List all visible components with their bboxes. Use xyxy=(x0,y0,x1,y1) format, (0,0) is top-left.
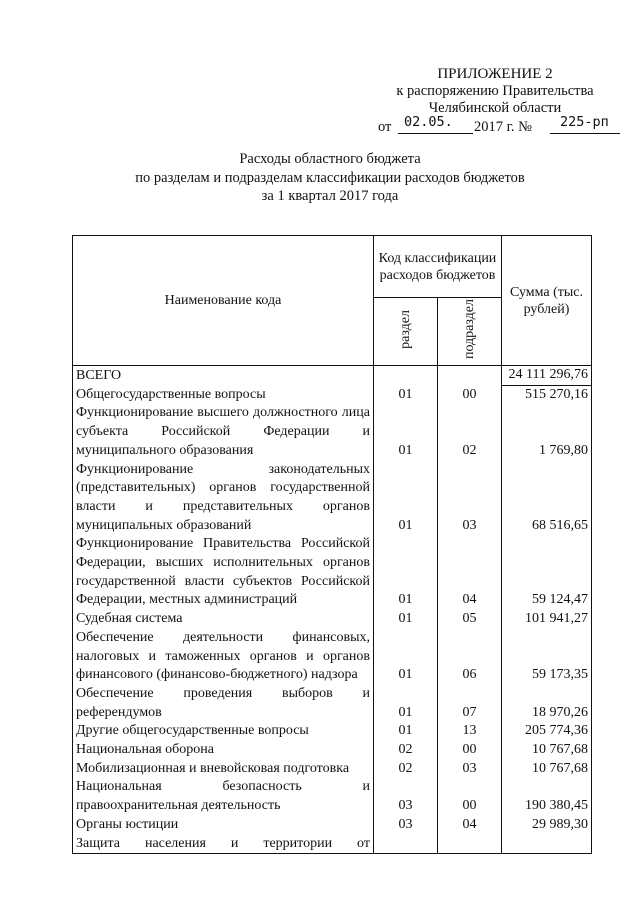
table-row xyxy=(73,760,592,779)
date-underline xyxy=(398,133,473,134)
row-subsection: 00 xyxy=(438,741,502,760)
header-section: раздел xyxy=(374,298,438,366)
row-section: 02 xyxy=(374,741,438,760)
row-name: Обеспечение деятельности финансовых, налоговых и таможенных органов и органов финансового (финансово-бюджетного) надзора xyxy=(73,629,374,685)
appendix-title: ПРИЛОЖЕНИЕ 2 xyxy=(437,66,553,82)
row-subsection: 13 xyxy=(438,722,502,741)
row-subsection: 04 xyxy=(438,535,502,610)
number-underline xyxy=(550,133,620,134)
table-row xyxy=(73,741,592,760)
row-section: 01 xyxy=(374,535,438,610)
decree-number: 225-рп xyxy=(560,114,609,130)
table-row xyxy=(73,461,592,536)
table-row xyxy=(73,816,592,835)
table-row xyxy=(73,535,592,610)
document-heading xyxy=(60,150,600,206)
row-name: Функционирование Правительства Российской Федерации, высших исполнительных органов государственной власти субъектов Российской Федерации, местных администраций xyxy=(73,535,374,610)
row-name: Общегосударственные вопросы xyxy=(73,385,374,404)
table-row xyxy=(73,629,592,685)
row-section: 03 xyxy=(374,778,438,815)
row-name: Функционирование высшего должностного лица субъекта Российской Федерации и муниципального образования xyxy=(73,404,374,460)
row-sum: 24 111 296,76 xyxy=(502,366,592,386)
row-subsection: 00 xyxy=(438,778,502,815)
from-label: от xyxy=(378,119,392,135)
row-section: 01 xyxy=(374,685,438,722)
table-row xyxy=(73,685,592,722)
table-row xyxy=(73,778,592,815)
row-name: ВСЕГО xyxy=(73,366,374,386)
row-sum xyxy=(502,835,592,854)
table-row xyxy=(73,722,592,741)
row-sum: 515 270,16 xyxy=(502,385,592,404)
heading-line-2: по разделам и подразделам классификации расходов бюджетов xyxy=(135,169,525,186)
row-section: 02 xyxy=(374,760,438,779)
row-subsection: 05 xyxy=(438,610,502,629)
row-subsection: 04 xyxy=(438,816,502,835)
row-section: 01 xyxy=(374,610,438,629)
row-section: 01 xyxy=(374,722,438,741)
row-sum: 205 774,36 xyxy=(502,722,592,741)
row-name: Мобилизационная и вневойсковая подготовка xyxy=(73,760,374,779)
row-name: Органы юстиции xyxy=(73,816,374,835)
row-sum: 190 380,45 xyxy=(502,778,592,815)
heading-line-3: за 1 квартал 2017 года xyxy=(261,188,399,204)
row-name: Защита населения и территории от xyxy=(73,835,374,854)
row-section: 01 xyxy=(374,461,438,536)
row-sum: 101 941,27 xyxy=(502,610,592,629)
row-name: Обеспечение проведения выборов и референдумов xyxy=(73,685,374,722)
row-section: 03 xyxy=(374,816,438,835)
row-sum: 29 989,30 xyxy=(502,816,592,835)
header-code-group: Код классификации расходов бюджетов xyxy=(374,236,502,298)
row-section xyxy=(374,366,438,386)
decree-date: 02.05. xyxy=(404,114,453,130)
header-sum: Сумма (тыс. рублей) xyxy=(502,236,592,366)
row-section: 01 xyxy=(374,404,438,460)
row-sum: 59 173,35 xyxy=(502,629,592,685)
row-section xyxy=(374,835,438,854)
row-name: Судебная система xyxy=(73,610,374,629)
row-name: Другие общегосударственные вопросы xyxy=(73,722,374,741)
appendix-line-1: к распоряжению Правительства xyxy=(396,83,594,99)
table-row xyxy=(73,404,592,460)
table-row xyxy=(73,366,592,386)
appendix-line-2: Челябинской области xyxy=(428,100,562,116)
header-subsection: подраздел xyxy=(438,298,502,366)
appendix-date-line xyxy=(370,114,620,135)
year-number-label: 2017 г. № xyxy=(474,119,533,135)
heading-line-1: Расходы областного бюджета xyxy=(239,151,421,167)
row-name: Функционирование законодательных (представительных) органов государственной власти и представительных органов муниципальных образований xyxy=(73,461,374,536)
row-sum: 59 124,47 xyxy=(502,535,592,610)
row-sum: 10 767,68 xyxy=(502,741,592,760)
table-row xyxy=(73,385,592,404)
row-sum: 18 970,26 xyxy=(502,685,592,722)
row-subsection xyxy=(438,366,502,386)
appendix-block xyxy=(370,66,620,135)
budget-table xyxy=(72,235,592,854)
row-subsection: 06 xyxy=(438,629,502,685)
row-section: 01 xyxy=(374,385,438,404)
table-row xyxy=(73,835,592,854)
row-subsection xyxy=(438,835,502,854)
header-name: Наименование кода xyxy=(73,236,374,366)
row-name: Национальная оборона xyxy=(73,741,374,760)
row-subsection: 03 xyxy=(438,461,502,536)
row-sum: 10 767,68 xyxy=(502,760,592,779)
row-subsection: 00 xyxy=(438,385,502,404)
row-name: Национальная безопасность и правоохранительная деятельность xyxy=(73,778,374,815)
row-section: 01 xyxy=(374,629,438,685)
row-sum: 1 769,80 xyxy=(502,404,592,460)
row-subsection: 07 xyxy=(438,685,502,722)
row-subsection: 03 xyxy=(438,760,502,779)
row-subsection: 02 xyxy=(438,404,502,460)
row-sum: 68 516,65 xyxy=(502,461,592,536)
table-row xyxy=(73,610,592,629)
